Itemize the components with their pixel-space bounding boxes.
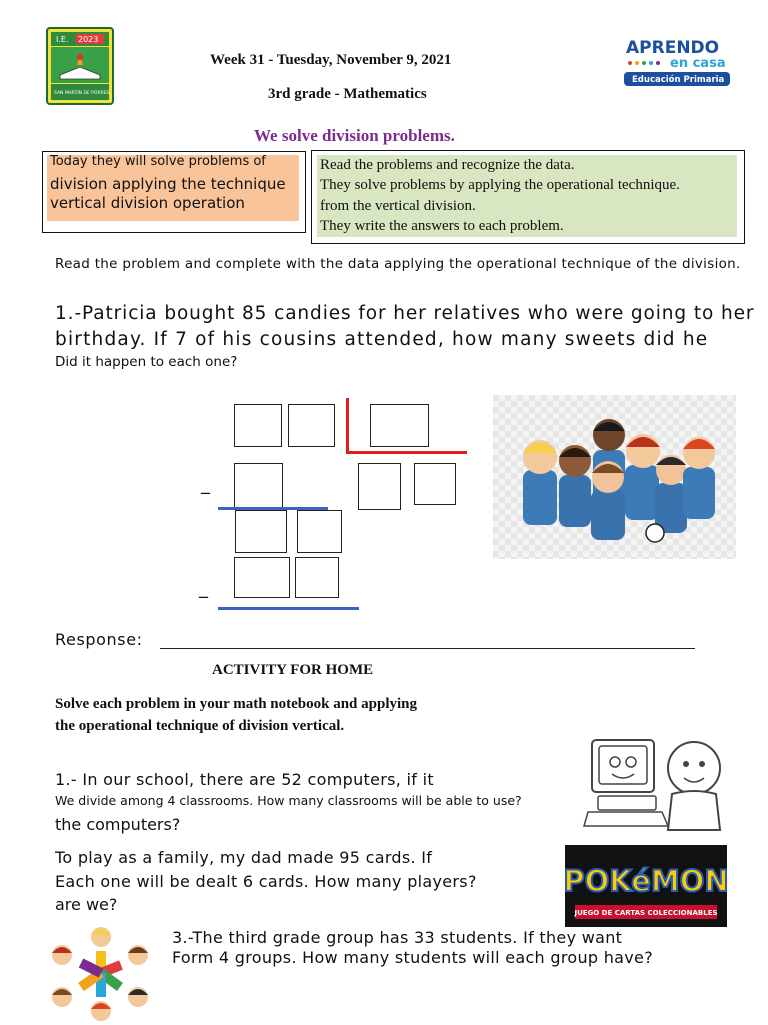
aprendo-en-casa-logo	[618, 36, 736, 90]
criteria-line: They solve problems by applying the operational technique.	[320, 177, 680, 193]
product-digit-box[interactable]	[234, 557, 290, 598]
remainder-digit-box[interactable]	[297, 510, 342, 553]
header-grade: 3rd grade - Mathematics	[268, 86, 427, 102]
brand-line1: APRENDO	[626, 38, 720, 58]
question2-line: To play as a family, my dad made 95 cards. If	[55, 848, 433, 867]
minus-sign: _	[199, 578, 208, 599]
question3-line: Form 4 groups. How many students will each group have?	[172, 948, 653, 967]
minus-sign: _	[201, 474, 210, 495]
brand-tag: Educación Primaria	[632, 75, 725, 85]
quotient-digit-box[interactable]	[414, 463, 456, 505]
dividend-digit-box[interactable]	[288, 404, 335, 447]
activity-title: ACTIVITY FOR HOME	[212, 662, 374, 678]
school-crest-icon	[46, 27, 114, 105]
problem1-line: 1.-Patricia bought 85 candies for her relatives who were going to her	[55, 303, 755, 324]
question1-line: We divide among 4 classrooms. How many classrooms will be able to use?	[55, 793, 522, 808]
product-digit-box[interactable]	[234, 463, 283, 509]
question3-line: 3.-The third grade group has 33 students. If they want	[172, 928, 623, 947]
criteria-line: Read the problems and recognize the data.	[320, 157, 575, 173]
criteria-line: They write the answers to each problem.	[320, 218, 564, 234]
division-bracket-horizontal	[346, 451, 467, 454]
goal-line: division applying the technique	[50, 175, 286, 193]
product-digit-box[interactable]	[295, 557, 339, 598]
school-logo-text: I.E.	[56, 35, 69, 44]
question1-line: the computers?	[55, 815, 181, 834]
question1-line: 1.- In our school, there are 52 computers, if it	[55, 770, 434, 789]
question2-line: are we?	[55, 895, 118, 914]
pokemon-logo-tag: JUEGO DE CARTAS COLECCIONABLES	[574, 909, 718, 917]
response-label: Response:	[55, 630, 143, 649]
quotient-digit-box[interactable]	[358, 463, 401, 510]
dividend-digit-box[interactable]	[234, 404, 282, 447]
activity-instructions: Solve each problem in your math notebook and applying the operational technique of division vertical.	[55, 696, 418, 734]
school-logo-name: SAN MARTIN DE PORRES	[54, 91, 110, 96]
children-circle-image	[46, 925, 156, 1021]
pokemon-logo-text: POKéMON	[565, 864, 727, 898]
page-title: We solve division problems.	[254, 126, 455, 145]
division-bracket-vertical	[346, 398, 349, 453]
response-answer-line[interactable]	[160, 648, 695, 649]
brand-line2: en casa	[670, 56, 726, 71]
pokemon-logo	[565, 845, 727, 927]
subtraction-line	[218, 607, 359, 610]
problem1-line: birthday. If 7 of his cousins attended, how many sweets did he	[55, 329, 709, 350]
problem1-line: Did it happen to each one?	[55, 354, 238, 370]
divisor-box[interactable]	[370, 404, 429, 447]
question2-line: Each one will be dealt 6 cards. How many players?	[55, 872, 477, 891]
goal-line: Today they will solve problems of	[50, 154, 266, 169]
computer-cartoon-image	[582, 732, 732, 832]
school-logo-year: 2023	[78, 35, 99, 44]
criteria-line: from the vertical division.	[320, 198, 476, 214]
instructions-text: Read the problem and complete with the data applying the operational technique of the division.	[55, 256, 741, 272]
kids-group-image	[493, 395, 736, 559]
goal-line: vertical division operation	[50, 194, 245, 212]
header-date: Week 31 - Tuesday, November 9, 2021	[210, 52, 452, 68]
remainder-digit-box[interactable]	[235, 510, 287, 553]
